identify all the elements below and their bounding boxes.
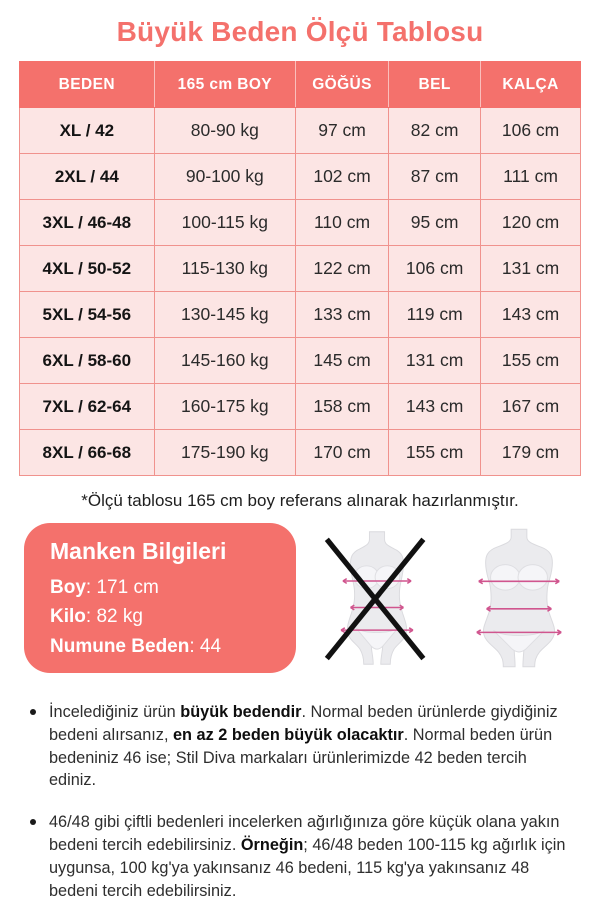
value-cell: 145-160 kg	[154, 338, 295, 384]
size-cell: 5XL / 54-56	[20, 292, 155, 338]
model-info-row	[50, 632, 286, 661]
value-cell: 111 cm	[481, 154, 581, 200]
model-info-value: : 44	[189, 635, 222, 657]
value-cell: 95 cm	[389, 200, 481, 246]
bullet-text-bold: Örneğin	[240, 836, 304, 855]
value-cell: 155 cm	[481, 338, 581, 384]
value-cell: 122 cm	[295, 246, 388, 292]
column-header: 165 cm BOY	[154, 62, 295, 108]
column-header: BEDEN	[20, 62, 155, 108]
table-row	[20, 292, 581, 338]
size-cell: XL / 42	[20, 108, 155, 154]
size-cell: 2XL / 44	[20, 154, 155, 200]
value-cell: 158 cm	[295, 384, 388, 430]
table-row	[20, 338, 581, 384]
model-info-label: Boy	[50, 577, 86, 598]
value-cell: 167 cm	[481, 384, 581, 430]
value-cell: 119 cm	[389, 292, 481, 338]
bullet-text-bold: en az 2 beden büyük olacaktır	[173, 725, 404, 744]
column-header: KALÇA	[481, 62, 581, 108]
model-info-label: Numune Beden	[50, 635, 190, 657]
table-row	[20, 108, 581, 154]
bullet-marker	[30, 819, 36, 825]
size-cell: 8XL / 66-68	[20, 430, 155, 476]
value-cell: 97 cm	[295, 108, 388, 154]
bullet-text-bold: büyük bedendir	[180, 703, 302, 721]
value-cell: 82 cm	[389, 108, 481, 154]
value-cell: 90-100 kg	[154, 154, 295, 200]
slim-figure-illustration	[324, 525, 430, 671]
column-header: BEL	[389, 62, 481, 108]
value-cell: 143 cm	[389, 384, 481, 430]
plus-size-figure-illustration	[466, 525, 572, 671]
model-info-value: : 171 cm	[85, 577, 159, 598]
bullet-text: 46/48 gibi çiftli bedenleri incelerken ağırlığınıza göre küçük olana yakın bedeni tercih edebilirsiniz.	[49, 813, 560, 855]
value-cell: 130-145 kg	[154, 292, 295, 338]
value-cell: 179 cm	[481, 430, 581, 476]
value-cell: 100-115 kg	[154, 200, 295, 246]
model-info-row	[50, 573, 286, 602]
table-row	[20, 154, 581, 200]
table-row	[20, 430, 581, 476]
model-info-label: Kilo	[50, 606, 86, 628]
value-cell: 87 cm	[389, 154, 481, 200]
plus-size-figure	[466, 525, 572, 671]
size-cell: 4XL / 50-52	[20, 246, 155, 292]
value-cell: 170 cm	[295, 430, 388, 476]
column-header: GÖĞÜS	[295, 62, 388, 108]
footnote: *Ölçü tablosu 165 cm boy referans alınarak hazırlanmıştır.	[81, 491, 519, 510]
value-cell: 106 cm	[481, 108, 581, 154]
value-cell: 106 cm	[389, 246, 481, 292]
bullet-text: ; 46/48 beden 100-115 kg ağırlık için uygunsa, 100 kg'ya yakınsanız 46 bedeni, 115 kg'ya yakınsanız 48 bedeni tercih edebilirsiniz.	[49, 836, 566, 900]
bullet-item	[30, 811, 578, 902]
value-cell: 155 cm	[389, 430, 481, 476]
value-cell: 110 cm	[295, 200, 388, 246]
size-table-header	[20, 62, 581, 108]
figure-illustrations	[296, 525, 576, 671]
value-cell: 133 cm	[295, 292, 388, 338]
bullet-text: . Normal beden ürün bedeniniz 46 ise; Stil Diva markaları ürünlerimizde 42 beden tercih ediniz.	[49, 725, 553, 790]
value-cell: 102 cm	[295, 154, 388, 200]
size-cell: 3XL / 46-48	[20, 200, 155, 246]
table-row	[20, 384, 581, 430]
value-cell: 131 cm	[389, 338, 481, 384]
slim-figure-crossed-out	[324, 525, 430, 671]
bullet-text: İncelediğiniz ürün	[49, 703, 181, 721]
model-info-row	[50, 602, 286, 631]
value-cell: 145 cm	[295, 338, 388, 384]
model-info-card	[24, 523, 296, 673]
value-cell: 115-130 kg	[154, 246, 295, 292]
size-cell: 6XL / 58-60	[20, 338, 155, 384]
bullet-item	[30, 701, 578, 792]
value-cell: 120 cm	[481, 200, 581, 246]
bullet-marker	[30, 709, 36, 715]
value-cell: 80-90 kg	[154, 108, 295, 154]
size-table	[19, 61, 581, 476]
bullet-list	[30, 701, 578, 903]
value-cell: 131 cm	[481, 246, 581, 292]
model-info-value: : 82 kg	[85, 606, 143, 628]
value-cell: 175-190 kg	[154, 430, 295, 476]
table-row	[20, 200, 581, 246]
page-title: Büyük Beden Ölçü Tablosu	[116, 16, 484, 47]
model-info-title: Manken Bilgileri	[50, 538, 227, 564]
value-cell: 143 cm	[481, 292, 581, 338]
model-info-section	[24, 522, 576, 674]
value-cell: 160-175 kg	[154, 384, 295, 430]
size-cell: 7XL / 62-64	[20, 384, 155, 430]
table-row	[20, 246, 581, 292]
bullet-text: . Normal beden ürünlerde giydiğiniz bedeni alırsanız,	[49, 703, 558, 744]
